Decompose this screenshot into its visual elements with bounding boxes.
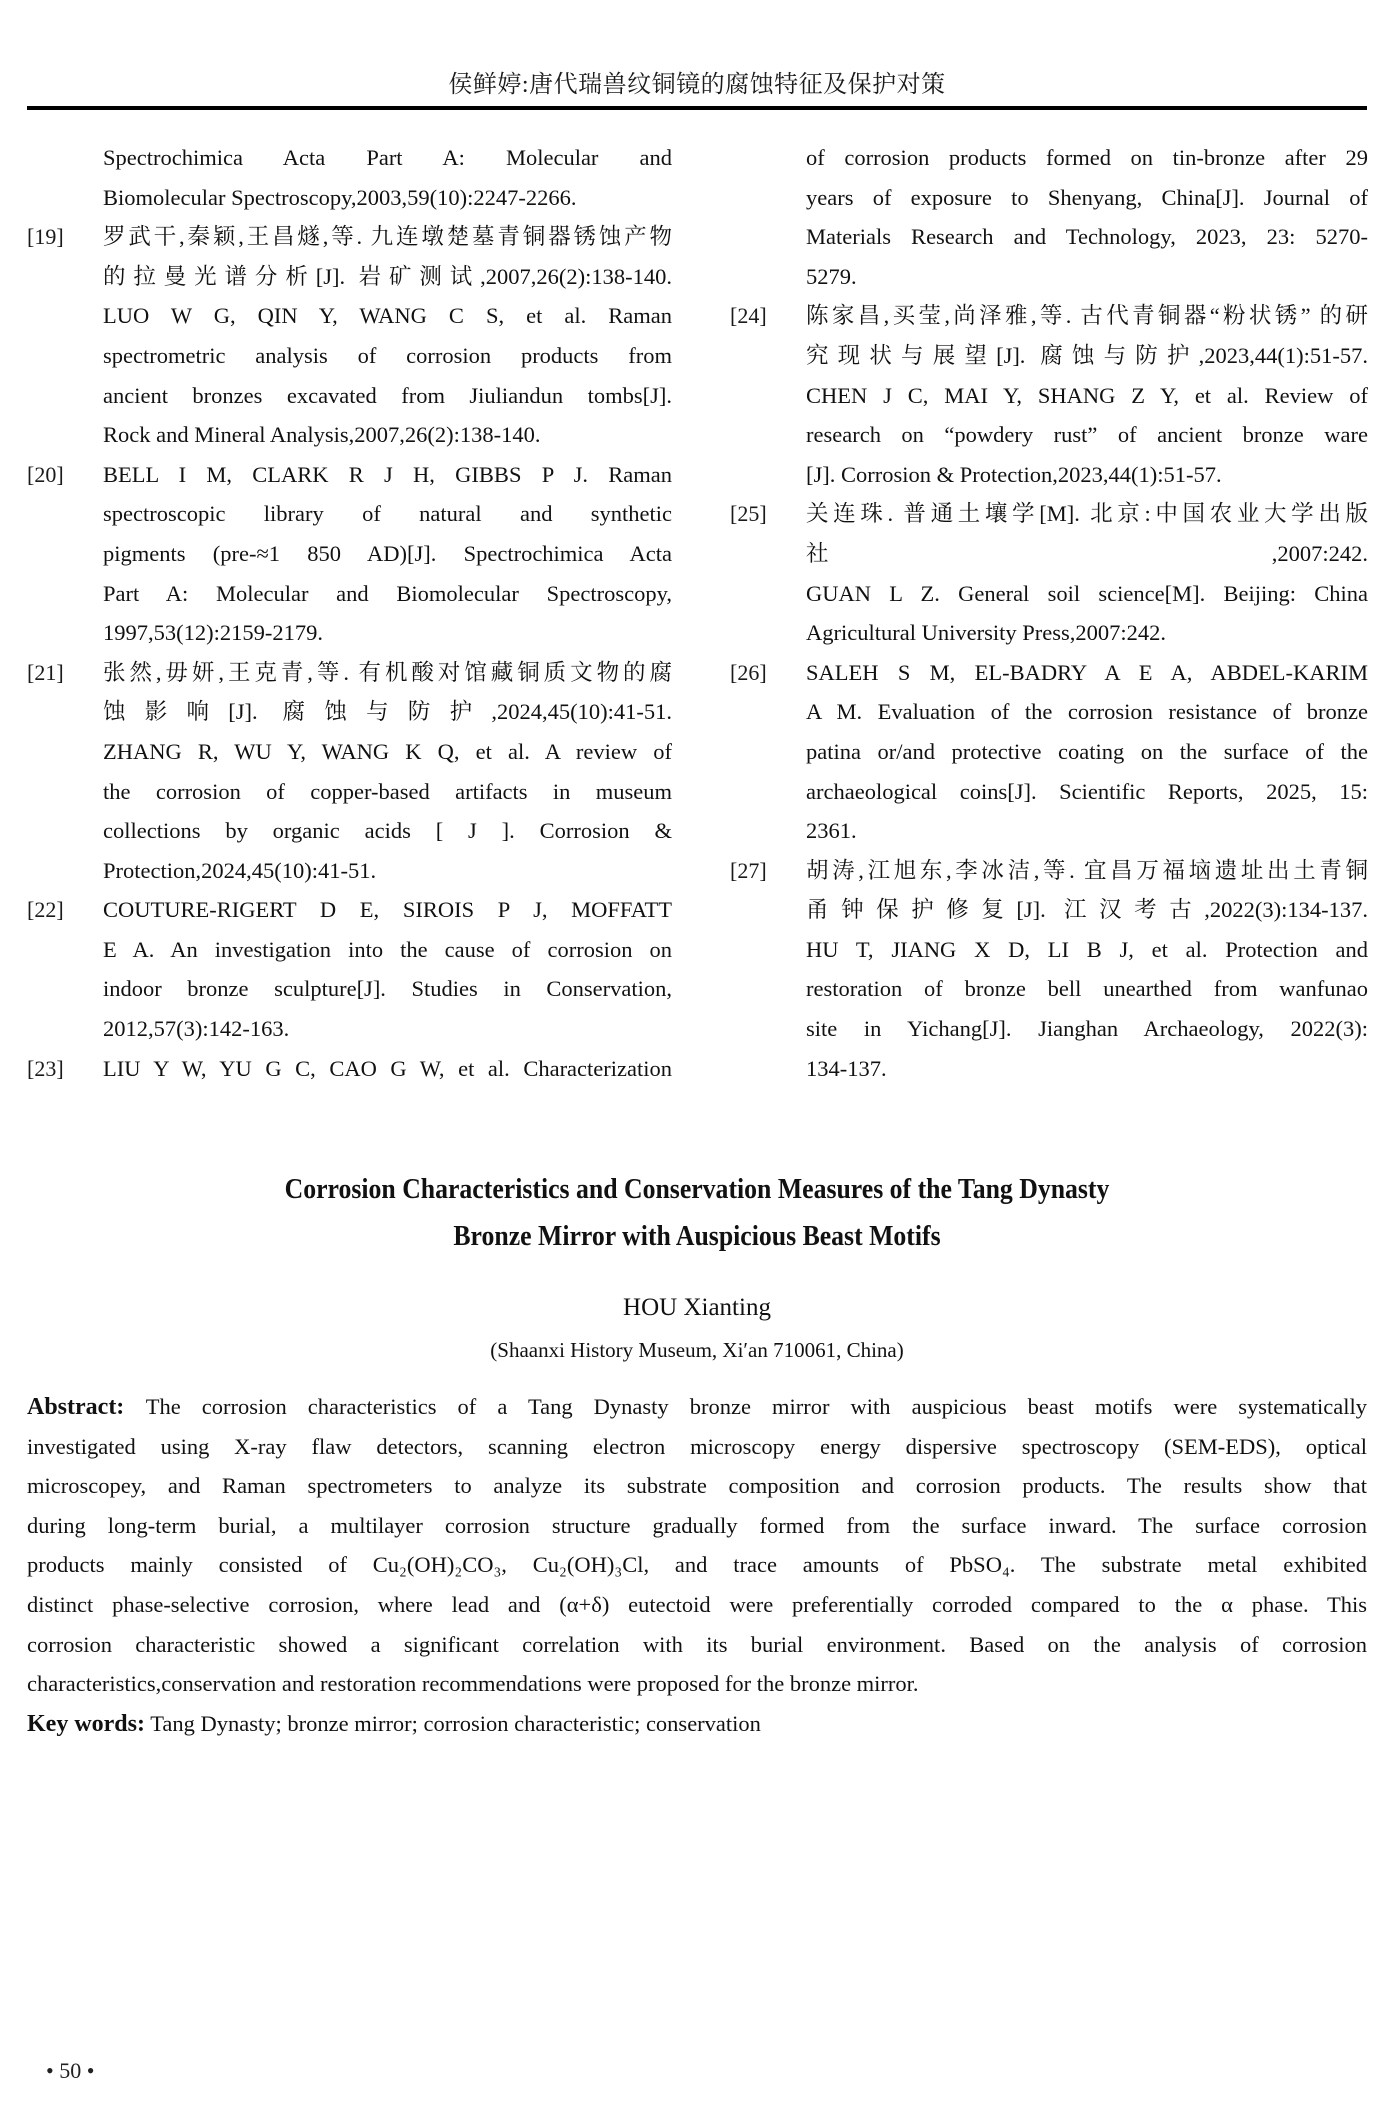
reference-number: [22]	[27, 897, 64, 923]
reference-line: restoration of bronze bell unearthed from wanfunao	[806, 976, 1368, 1002]
reference-line: LIU Y W, YU G C, CAO G W, et al. Characterization	[103, 1055, 672, 1081]
reference-line: spectroscopic library of natural and synthetic	[103, 501, 672, 527]
reference-entry	[27, 890, 672, 1048]
reference-line: years of exposure to Shenyang, China[J]. Journal of	[806, 184, 1368, 210]
reference-line: A M. Evaluation of the corrosion resistance of bronze	[806, 699, 1368, 725]
reference-line: research on “powdery rust” of ancient bronze ware	[806, 422, 1368, 448]
abstract-line	[27, 1387, 1367, 1427]
reference-line: LUO W G, QIN Y, WANG C S, et al. Raman	[103, 303, 672, 329]
running-head: 侯鲜婷:唐代瑞兽纹铜镜的腐蚀特征及保护对策	[448, 72, 946, 98]
reference-entry	[730, 494, 1368, 652]
english-title-line-1: Corrosion Characteristics and Conservation Measures of the Tang Dynasty	[284, 1174, 1110, 1205]
reference-line: 甬钟保护修复[J]. 江汉考古,2022(3):134-137.	[806, 897, 1368, 923]
reference-line: 社,2007:242.	[806, 540, 1368, 566]
reference-line: Materials Research and Technology, 2023, 23: 5270-	[806, 224, 1368, 250]
author-name: HOU Xianting	[623, 1294, 771, 1321]
reference-entry	[27, 455, 672, 653]
reference-line: 胡涛,江旭东,李冰洁,等. 宜昌万福垴遗址出土青铜	[806, 857, 1368, 883]
reference-line: CHEN J C, MAI Y, SHANG Z Y, et al. Review of	[806, 382, 1368, 408]
reference-line: archaeological coins[J]. Scientific Reports, 2025, 15:	[806, 778, 1368, 804]
reference-line: collections by organic acids [ J ]. Corrosion &	[103, 818, 672, 844]
reference-line: spectrometric analysis of corrosion products from	[103, 342, 672, 368]
reference-line: COUTURE-RIGERT D E, SIROIS P J, MOFFATT	[103, 897, 672, 923]
abstract-line: characteristics,conservation and restoration recommendations were proposed for the bronze mirror.	[27, 1671, 919, 1697]
reference-line: the corrosion of copper-based artifacts in museum	[103, 778, 672, 804]
reference-line: site in Yichang[J]. Jianghan Archaeology, 2022(3):	[806, 1016, 1368, 1042]
reference-line: Spectrochimica Acta Part A: Molecular and	[103, 145, 672, 170]
reference-line: 1997,53(12):2159-2179.	[103, 620, 323, 646]
reference-number: [23]	[27, 1055, 64, 1081]
abstract-line: corrosion characteristic showed a significant correlation with its burial environment. Based on the analysis of corrosion	[27, 1631, 1367, 1657]
reference-number: [26]	[730, 659, 767, 685]
reference-line: Protection,2024,45(10):41-51.	[103, 857, 377, 883]
abstract-line: products mainly consisted of Cu₂(OH)₂CO₃, Cu₂(OH)₃Cl, and trace amounts of PbSO₄. The substrate metal exhibited	[27, 1552, 1367, 1578]
reference-line: 5279.	[806, 263, 857, 289]
reference-line: 2012,57(3):142-163.	[103, 1016, 290, 1042]
reference-number: [20]	[27, 461, 64, 487]
reference-line: of corrosion products formed on tin-bronze after 29	[806, 145, 1368, 170]
reference-line: SALEH S M, EL-BADRY A E A, ABDEL-KARIM	[806, 659, 1368, 685]
reference-entry	[27, 1049, 672, 1089]
reference-line: ZHANG R, WU Y, WANG K Q, et al. A review of	[103, 738, 672, 764]
keywords-text: Tang Dynasty; bronze mirror; corrosion characteristic; conservation	[150, 1710, 761, 1736]
reference-entry	[27, 217, 672, 455]
reference-line: 关连珠. 普通土壤学[M]. 北京:中国农业大学出版	[806, 501, 1368, 527]
english-title-line-2: Bronze Mirror with Auspicious Beast Motifs	[453, 1221, 941, 1252]
reference-entry	[27, 653, 672, 891]
reference-entry	[27, 138, 672, 217]
reference-line: indoor bronze sculpture[J]. Studies in Conservation,	[103, 976, 672, 1002]
reference-line: 陈家昌,买莹,尚泽雅,等. 古代青铜器“粉状锈” 的研	[806, 303, 1368, 329]
reference-number: [21]	[27, 659, 64, 685]
abstract-section	[27, 1387, 1367, 1744]
reference-line: 134-137.	[806, 1055, 887, 1081]
references-right-column	[730, 138, 1368, 1088]
reference-line: Part A: Molecular and Biomolecular Spectroscopy,	[103, 580, 672, 606]
reference-entry	[730, 851, 1368, 1089]
reference-line: 张然,毋妍,王克青,等. 有机酸对馆藏铜质文物的腐	[103, 659, 672, 685]
reference-entry	[730, 653, 1368, 851]
reference-line: 罗武干,秦颖,王昌燧,等. 九连墩楚墓青铜器锈蚀产物	[103, 224, 672, 250]
abstract-line: microscopey, and Raman spectrometers to analyze its substrate composition and corrosion products. The results show that	[27, 1473, 1367, 1499]
header-rule	[27, 106, 1367, 110]
reference-line: 蚀影响[J]. 腐蚀与防护,2024,45(10):41-51.	[103, 699, 672, 725]
keywords-label: Key words:	[27, 1710, 145, 1737]
reference-line: GUAN L Z. General soil science[M]. Beijing: China	[806, 580, 1368, 606]
reference-entry	[730, 138, 1368, 296]
reference-line: HU T, JIANG X D, LI B J, et al. Protection and	[806, 936, 1368, 962]
reference-number: [25]	[730, 501, 767, 527]
reference-number: [19]	[27, 224, 64, 250]
reference-line: ancient bronzes excavated from Jiuliandun tombs[J].	[103, 382, 672, 408]
abstract-line: investigated using X-ray flaw detectors, scanning electron microscopy energy dispersive spectroscopy (SEM-EDS), optical	[27, 1433, 1367, 1459]
reference-entry	[730, 296, 1368, 494]
abstract-line: distinct phase-selective corrosion, where lead and (α+δ) eutectoid were preferentially corroded compared to the α phase. This	[27, 1591, 1367, 1617]
reference-line: pigments (pre-≈1 850 AD)[J]. Spectrochimica Acta	[103, 540, 672, 566]
author-affiliation: (Shaanxi History Museum, Xi′an 710061, China)	[490, 1338, 904, 1362]
reference-line: Rock and Mineral Analysis,2007,26(2):138-140.	[103, 422, 541, 448]
abstract-text: The corrosion characteristics of a Tang Dynasty bronze mirror with auspicious beast motifs were systematically	[145, 1394, 1367, 1419]
reference-line: 究现状与展望[J]. 腐蚀与防护,2023,44(1):51-57.	[806, 342, 1368, 368]
reference-line: Agricultural University Press,2007:242.	[806, 620, 1166, 646]
reference-line: patina or/and protective coating on the surface of the	[806, 738, 1368, 764]
reference-number: [24]	[730, 303, 767, 329]
abstract-line: during long-term burial, a multilayer corrosion structure gradually formed from the surface inward. The surface corrosion	[27, 1512, 1367, 1538]
reference-line: BELL I M, CLARK R J H, GIBBS P J. Raman	[103, 461, 672, 487]
reference-line: E A. An investigation into the cause of corrosion on	[103, 936, 672, 962]
page-number: • 50 •	[46, 2058, 95, 2083]
reference-line: [J]. Corrosion & Protection,2023,44(1):51-57.	[806, 461, 1222, 487]
reference-number: [27]	[730, 857, 767, 883]
reference-line: 的拉曼光谱分析[J]. 岩矿测试,2007,26(2):138-140.	[103, 263, 672, 289]
abstract-label: Abstract:	[27, 1394, 146, 1420]
reference-line: Biomolecular Spectroscopy,2003,59(10):2247-2266.	[103, 184, 577, 210]
keywords-line	[27, 1704, 1367, 1745]
reference-line: 2361.	[806, 818, 857, 844]
references-left-column	[27, 138, 672, 1088]
